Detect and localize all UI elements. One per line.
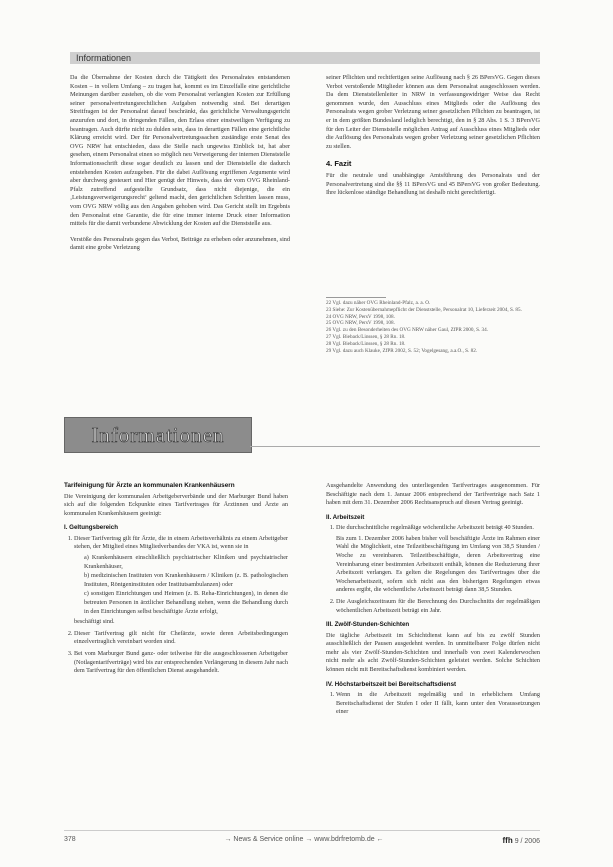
footnote: 27 Vgl. Bieback/Linssen, § 28 Rn. 18. xyxy=(326,333,406,340)
footnote: 29 Vgl. dazu auch Klauke, ZfPR 2002, S. 52; Vogelgesang, a.a.O., S. 82. xyxy=(326,347,478,354)
footer-link[interactable]: → News & Service online → www.bdrfretomb.de ← xyxy=(224,836,384,843)
hoechstarbeitszeit-list xyxy=(326,691,540,717)
footnote-divider xyxy=(326,297,386,298)
top-left-column xyxy=(70,74,290,253)
footnote: 22 Vgl. dazu näher OVG Rheinland-Pfalz, a. a. O. xyxy=(326,300,431,306)
footnotes xyxy=(326,300,540,354)
section-header-bar xyxy=(70,52,540,64)
footer-rule xyxy=(64,830,540,831)
sub-item: c) sonstigen Einrichtungen und Heimen (z. B. Reha-Einrichtungen), in denen die betreuten Personen in ärztlicher Behandlung stehen, wenn die Behandlung durch in den Einrichtungen selbst beschäftigte Ärzte erfolgt, xyxy=(84,590,288,615)
sub-item: a) Krankenhäusern einschließlich psychiatrischer Kliniken und psychiatrischer Krankenhäuser, xyxy=(84,553,288,570)
section-heading-hoechstarbeitszeit: IV. Höchstarbeitszeit bei Bereitschaftsdienst xyxy=(326,680,457,688)
footnote: 25 OVG NRW, PersV 1998, 108. xyxy=(326,320,395,327)
banner-rule xyxy=(250,446,540,447)
paragraph: seiner Pflichten und rechtfertigen seine Auflösung nach § 26 BPersVG. Gegen dieses Verbot verstoßende Mitglieder können aus dem Personalrat ausgeschlossen werden. Da dem Dienststellenleiter in NRW in verfassungswidriger Weise das Recht genommen wurde, den Ausschluss eines Mitglieds oder die Auflösung des Personalrats wegen grober Verletzung seiner gesetzlichen Pflichten zu beantragen, ist er in dem größten Bundesland lediglich berechtigt, den in § 28 Abs. 1 S. 3 BPersVG für den Leiter der Dienststelle möglichen Antrag auf Ausschluss eines Mitglieds oder die Auflösung des Personalrats wegen grober Verletzung seiner gesetzlichen Pflichten zu stellen. xyxy=(326,74,540,150)
paragraph: Verstöße des Personalrats gegen das Verbot, Beiträge zu erheben oder anzunehmen, sind damit eine grobe Verletzung xyxy=(70,235,290,252)
list-item: 2. Dieser Tarifvertrag gilt nicht für Chefärzte, sowie deren Arbeitsbedingungen einzelvertraglich vereinbart worden sind. xyxy=(74,630,288,647)
list-item: 2. Die Ausgleichszeitraum für die Berechnung des Durchschnitts der regelmäßigen wöchentlichen Arbeitszeit beträgt ein Jahr. xyxy=(336,598,540,615)
section-heading-geltungsbereich: I. Geltungsbereich xyxy=(64,524,118,532)
list-item-text: Die durchschnittliche regelmäßige wöchentliche Arbeitszeit beträgt 40 Stunden. xyxy=(336,524,534,532)
sub-item: b) medizinischen Instituten von Krankenhäusern / Kliniken (z. B. pathologischen Instituten, Röntgeninstituten oder Institutsambulanzen) oder xyxy=(84,572,288,588)
list-item: 3. Bei vom Marburger Bund ganz- oder teilweise für die ausgeschlossenen Arbeitgeber (Notlagentarifverträge) wird bis zur entsprechenden Verlängerung in diesem Jahr nach dem Tarifvertrag für den öffentlichen Dienst ausgehandelt. xyxy=(74,650,288,676)
section-header-label: Informationen xyxy=(76,53,132,63)
issue-number: 9 / 2006 xyxy=(514,838,540,845)
fazit-heading: 4. Fazit xyxy=(326,159,352,169)
paragraph: Die tägliche Arbeitszeit im Schichtdienst kann auf bis zu zwölf Stunden ausschließlich der Pausen ausgedehnt werden. In unmittelbarer Folge dürfen nicht mehr als vier Zwölf-Stunden-Schichten und innerhalb von zwei Kalenderwochen nicht mehr als acht Zwölf-Stunden-Schichten geleistet werden. Solche Schichten können nicht mit Bereitschaftsdienst kombiniert werden. xyxy=(326,631,540,673)
article-intro: Die Vereinigung der kommunalen Arbeitgeberverbände und der Marburger Bund haben sich auf die folgenden Eckpunkte eines Tarifvertrages für Ärztinnen und Ärzte an kommunalen Krankenhäusern geeinigt: xyxy=(64,492,288,517)
geltungsbereich-list xyxy=(64,535,288,676)
sub-list xyxy=(74,554,288,616)
fazit-paragraph: Für die neutrale und unabhängige Amtsführung des Personalrats und der Personalvertretung sind die §§ 11 BPersVG und 45 BPersVG von großer Bedeutung. Ihre lückenlose ständige Behandlung ist deshalb nicht gerechtfertigt. xyxy=(326,171,540,197)
page-number: 378 xyxy=(64,836,76,843)
top-right-column xyxy=(326,74,540,198)
paragraph: Da die Übernahme der Kosten durch die Tätigkeit des Personalrates entstandenen Kosten – in vollem Umfang – zu tragen hat, kommt es im Einzelfalle eine gerichtliche Meinungen darüber zustehen, ob die vom Personalrat verlangten Kosten zur Erfüllung seiner personalvertretungsrechtlichen Aufgaben notwendig sind. Bei derartigen Streitfragen ist der Personalrat darauf beschränkt, das gerichtliche Verwaltungsgericht anzurufen und dort, in dringenden Fällen, den Erlass einer einstweiligen Verfügung zu beantragen. Auch dürfte nicht zu dulden sein, dass in derartigen Fällen eine gerichtliche Klärung erreicht wird. Der für Personalvertretungssachen zuständige erste Senat des OVG NRW hat entschieden, dass die Stelle nach ungewiss Einblick ist, hat aber gesehen, einem Personalrat einen so möglich neu Verweigerung der internen Dienststelle Informationsschrift diese sogar deutlich zu lassen und der Dienststelle die dadurch entstehenden Kosten aufzugeben. Für die dabei Auflösung ergriffenen Argumente wird aber durchweg gesteuert und Hier genügt der Hinweis, dass der vom OVG Rheinland-Pfalz zutreffend aufgestellte Grundsatz, dass nicht diejenige, die ein ‚Leistungsverweigerungsrecht‘ geltend macht, den gerichtlichen Schritten lassen muss, vom OVG NRW völlig aus den Angaben gehoben wird. Das Gericht stellt im Ergebnis den Personalrat eine Garantie, die für eine immer interne Druck einer Information mittels für die damit verbundene Abwicklung der Kosten auf die Dienststelle aus. xyxy=(70,74,290,228)
section-heading-arbeitszeit: II. Arbeitszeit xyxy=(326,513,365,521)
article-left-column xyxy=(64,482,288,679)
journal-logo: ffh xyxy=(502,836,513,845)
list-item: 1. Wenn in die Arbeitszeit regelmäßig und in erheblichem Umfang Bereitschaftsdienst der Stufen I oder II fällt, kann unter den Voraussetzungen einer xyxy=(336,691,540,717)
informationen-banner xyxy=(64,417,252,453)
footnote: 26 Vgl. zu den Besonderheiten des OVG NRW näher Gaul, ZfPR 2000, S. 34. xyxy=(326,327,489,334)
journal-issue xyxy=(503,836,540,845)
paragraph: Ausgehandelte Anwendung des unterliegenden Tarifvertrages ausgenommen. Für Beschäftigte nach dem 1. Januar 2006 entsprechend der Tarifverträge nach Satz 1 haben mit dem 31. Dezember 2006 Rechtsanspruch auf diesen Vertrag geeinigt. xyxy=(326,482,540,507)
list-item-text: Dieser Tarifvertrag gilt für Ärzte, die in einem Arbeitsverhältnis zu einem Arbeitgeber stehen, der Mitglied eines Mitgliedverbandes der VKA ist, wenn sie in xyxy=(74,534,288,551)
list-item-paragraph: Bis zum 1. Dezember 2006 haben bisher voll beschäftigte Ärzte im Rahmen einer Wahl die Möglichkeit, eine Teilzeitbeschäftigung im Umfang von 38,5 Stunden / Woche zu vereinbaren. Teilzeitbeschäftigte, deren Arbeitsvertrag eine Vereinbarung einer bestimmten Arbeitszeit enthält, können die Reduzierung ihrer Arbeitszeit verlangen. Es gelten die Regelungen des Tarifvertrages über die Wochenarbeitszeit, sofern sich nicht aus den bisherigen Regelungen etwas anderes ergibt, die wöchentliche Arbeitszeit beträgt dann 38,5 Stunden. xyxy=(336,534,540,594)
section-heading-zwoelf-stunden: III. Zwölf-Stunden-Schichten xyxy=(326,621,410,629)
banner-title: Informationen xyxy=(91,423,225,447)
article-title: Tarifeinigung für Ärzte an kommunalen Krankenhäusern xyxy=(64,482,235,489)
footnote: 23 Siehe: Zur Kostenübernahmepflicht der Dienststelle, Personalrat 10, Lieferzeit 2004, S. 85. xyxy=(326,306,522,313)
list-item xyxy=(74,535,288,627)
arbeitszeit-list xyxy=(326,524,540,615)
footnote: 24 OVG NRW, PersV 1998, 108. xyxy=(326,313,395,320)
footnote: 28 Vgl. Bieback/Linssen, § 28 Rn. 18. xyxy=(326,340,406,347)
article-right-column xyxy=(326,482,540,720)
list-item xyxy=(336,524,540,595)
sub-list-tail: beschäftigt sind. xyxy=(74,618,115,626)
page-footer xyxy=(64,836,540,848)
